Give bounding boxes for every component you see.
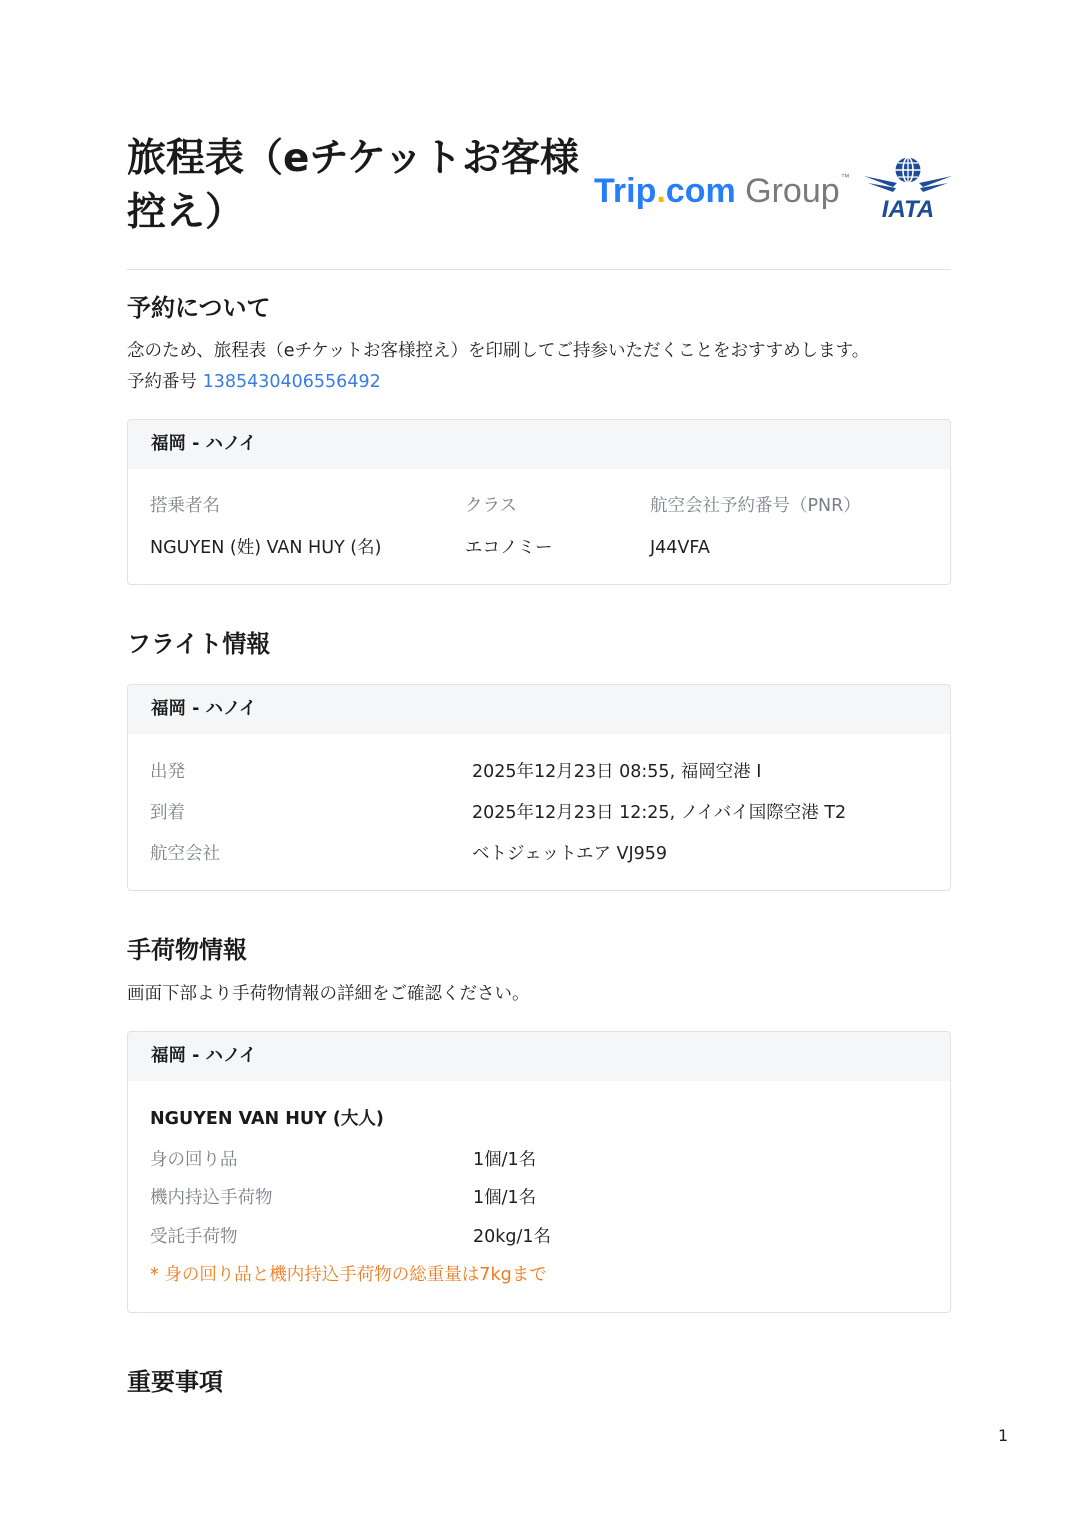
baggage-passenger: NGUYEN VAN HUY (大人) xyxy=(150,1109,384,1129)
personal-item-value: 1個/1名 xyxy=(473,1150,537,1170)
airline-value: ベトジェットエア VJ959 xyxy=(472,844,668,864)
baggage-card xyxy=(127,1031,951,1313)
document-header xyxy=(127,132,951,242)
class-label: クラス xyxy=(465,496,517,516)
header-divider xyxy=(127,269,951,270)
passenger-name: NGUYEN (姓) VAN HUY (名) xyxy=(150,538,382,558)
baggage-route: 福岡 - ハノイ xyxy=(128,1032,950,1081)
personal-item-label: 身の回り品 xyxy=(150,1150,238,1170)
departure-label: 出発 xyxy=(150,762,185,782)
passenger-name-label: 搭乗者名 xyxy=(150,496,220,516)
page-number: 1 xyxy=(998,1426,1009,1445)
trip-com-group-logo: Trip.com Group™ xyxy=(594,172,850,210)
baggage-heading: 手荷物情報 xyxy=(127,936,247,964)
carry-on-value: 1個/1名 xyxy=(473,1188,537,1208)
document-title: 旅程表（eチケットお客様控え） xyxy=(127,136,579,235)
departure-value: 2025年12月23日 08:55, 福岡空港 I xyxy=(472,762,762,782)
carry-on-label: 機内持込手荷物 xyxy=(150,1188,273,1208)
pnr-label: 航空会社予約番号（PNR） xyxy=(650,496,861,516)
booking-card xyxy=(127,419,951,585)
checked-baggage-label: 受託手荷物 xyxy=(150,1227,238,1247)
flight-route: 福岡 - ハノイ xyxy=(128,685,950,734)
airline-label: 航空会社 xyxy=(150,844,220,864)
weight-limit-note: * 身の回り品と機内持込手荷物の総重量は7kgまで xyxy=(150,1265,547,1285)
booking-number[interactable]: 1385430406556492 xyxy=(202,372,381,392)
baggage-intro: 画面下部より手荷物情報の詳細をご確認ください。 xyxy=(127,984,530,1004)
cabin-class: エコノミー xyxy=(465,538,553,558)
checked-baggage-value: 20kg/1名 xyxy=(473,1227,552,1247)
booking-route: 福岡 - ハノイ xyxy=(128,420,950,469)
booking-heading: 予約について xyxy=(127,294,271,322)
iata-logo xyxy=(863,156,953,220)
svg-text:IATA: IATA xyxy=(881,196,935,220)
flight-heading: フライト情報 xyxy=(127,630,271,658)
pnr-value: J44VFA xyxy=(650,538,710,558)
booking-number-line xyxy=(127,367,381,397)
flight-card xyxy=(127,684,951,891)
arrival-label: 到着 xyxy=(150,803,185,823)
arrival-value: 2025年12月23日 12:25, ノイバイ国際空港 T2 xyxy=(472,803,847,823)
print-notice: 念のため、旅程表（eチケットお客様控え）を印刷してご持参いただくことをおすすめします。 xyxy=(127,341,870,361)
important-heading: 重要事項 xyxy=(127,1368,223,1396)
booking-number-label: 予約番号 xyxy=(127,372,197,392)
